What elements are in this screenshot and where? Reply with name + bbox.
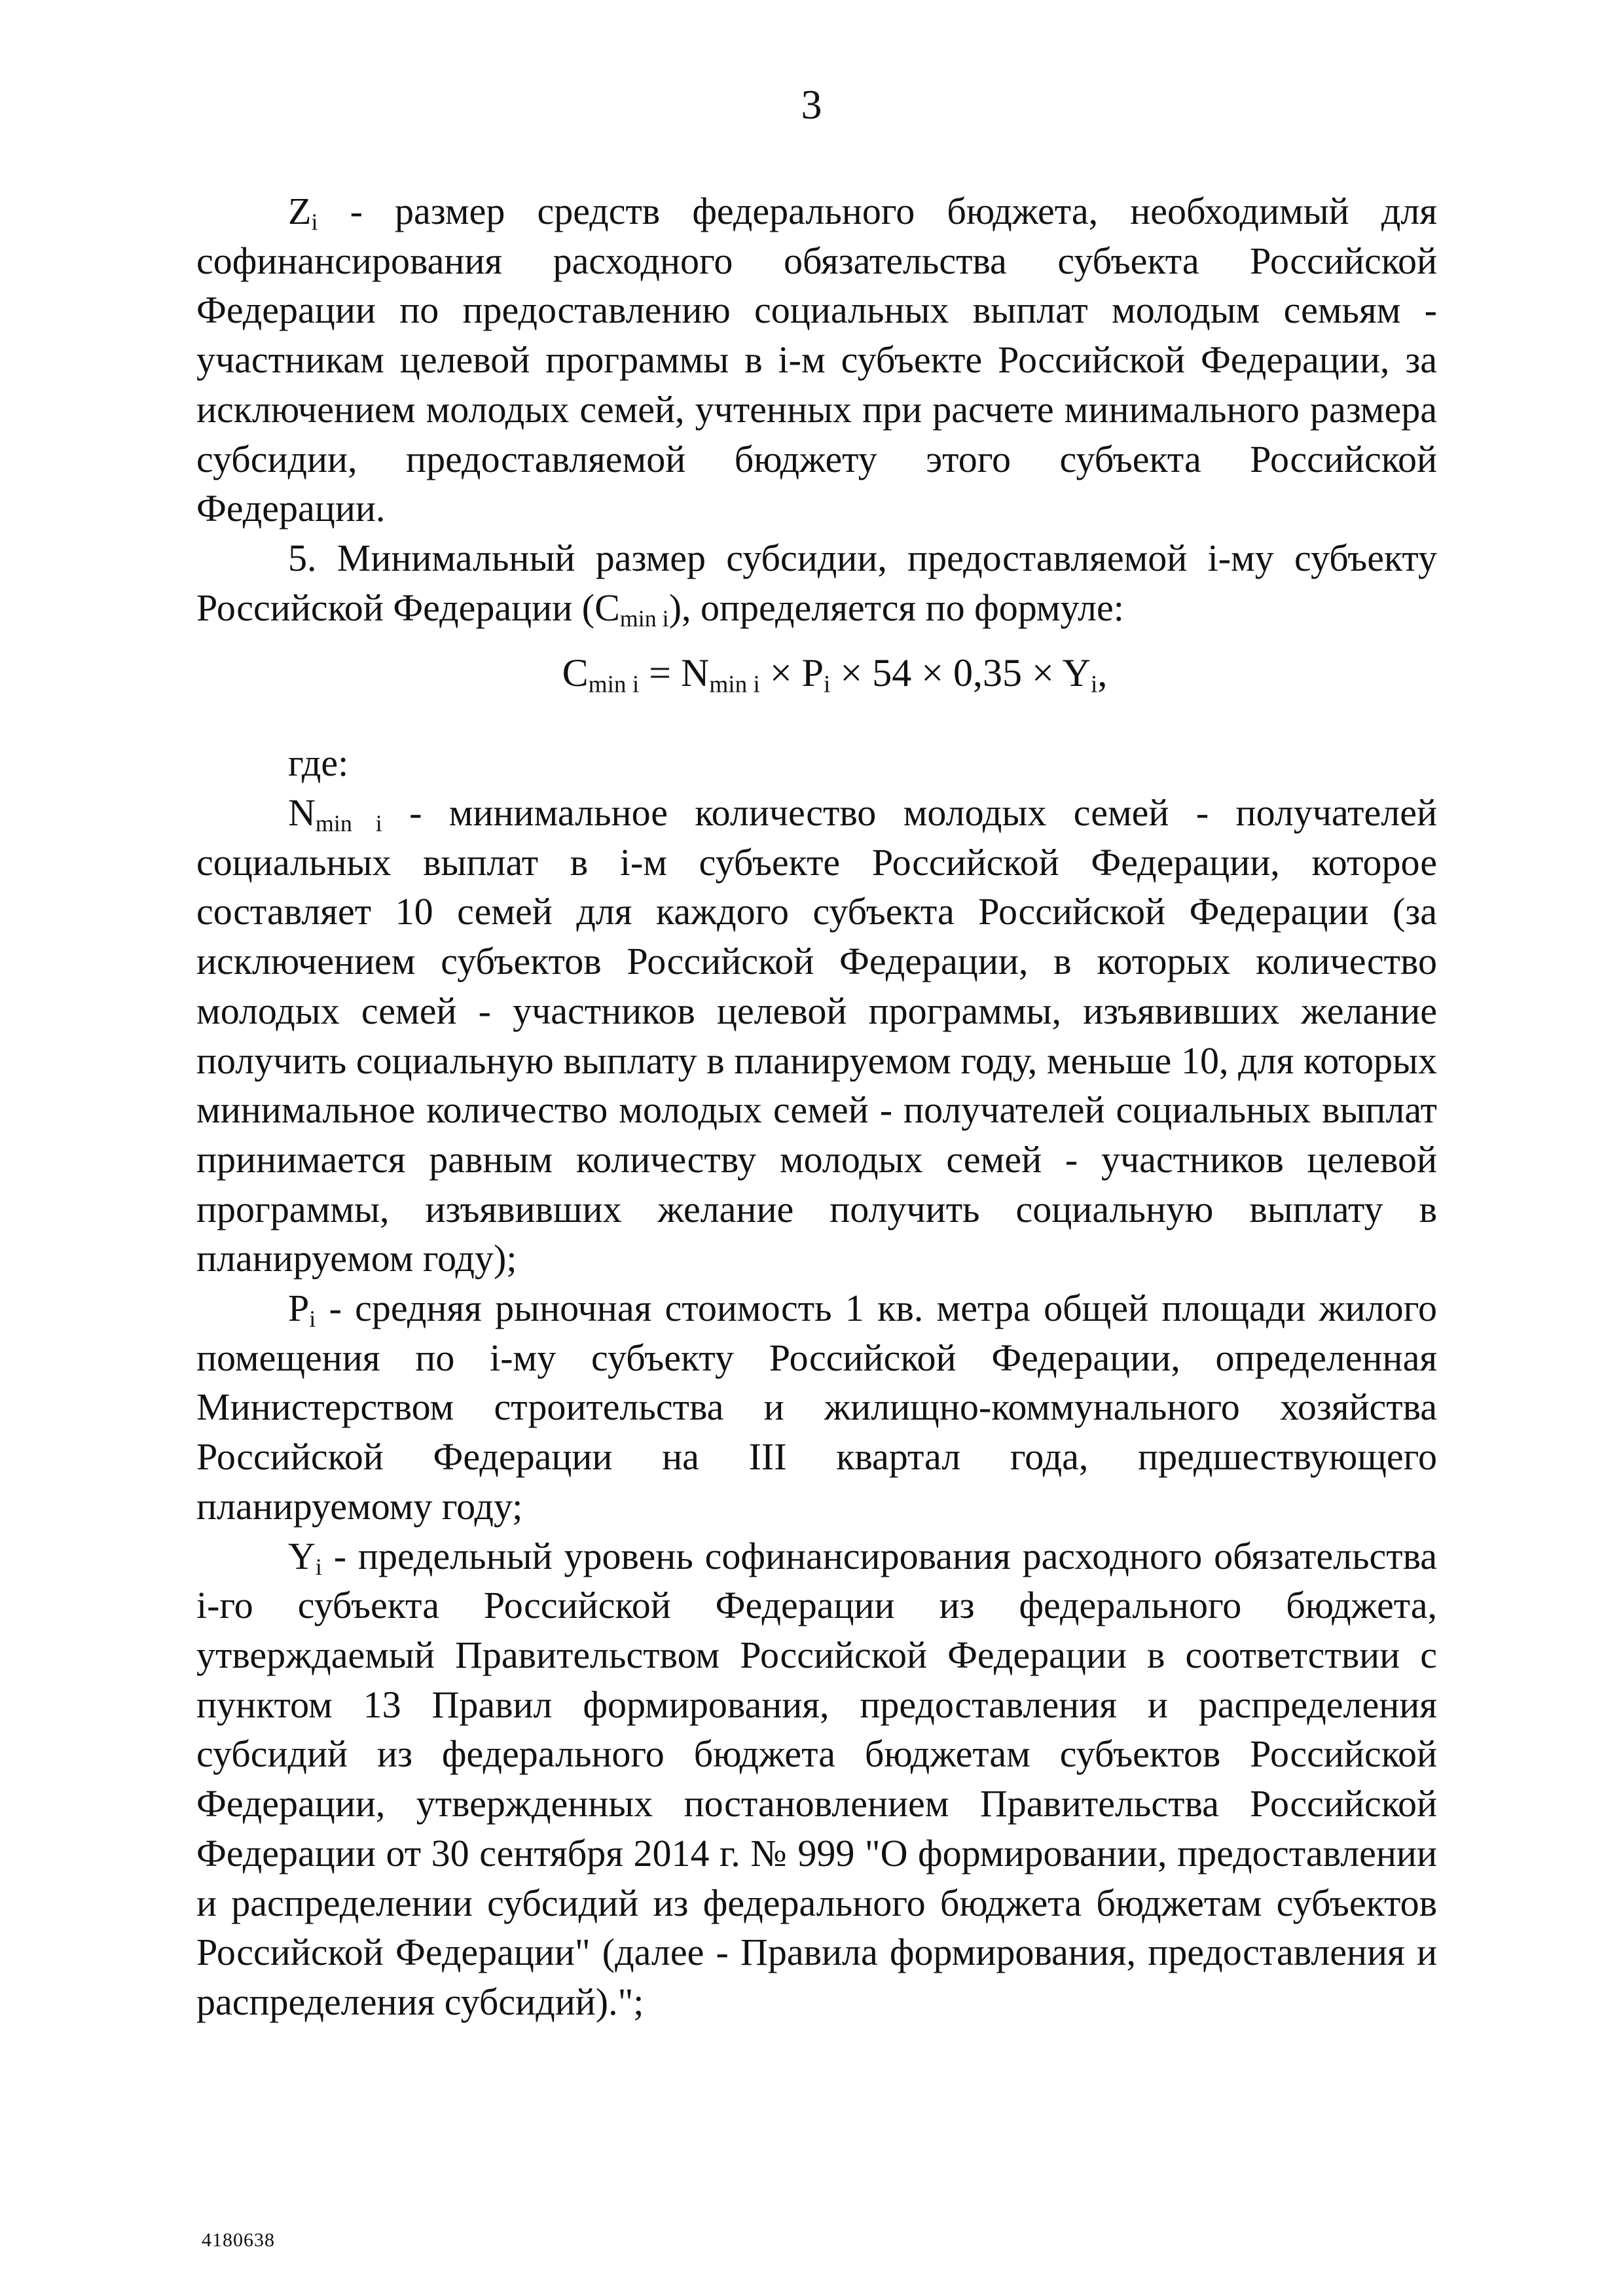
symbol-pi: $P_i$: [288, 1287, 316, 1333]
zi-definition-text: - размер средств федерального бюджета, необходимый для софинансирования расходного обязательства субъекта Российской Федерации по предоставлению социальных выплат молодым семьям - участникам целевой программы в i-м субъекте Российской Федерации, за исключением молодых семей, учтенных при расчете минимального размера субсидии, предоставляемой бюджету этого субъекта Российской Федерации.: [196, 190, 1437, 530]
page-number: 3: [801, 81, 822, 128]
symbol-nmin: $N_{min i}$: [288, 791, 382, 837]
paragraph-pi-definition: [196, 1283, 1437, 1532]
paragraph-zi-definition: [196, 187, 1437, 533]
paragraph-nmin-definition: [196, 788, 1437, 1283]
symbol-zi: $Z_i$: [288, 190, 318, 235]
pi-definition-text: - средняя рыночная стоимость 1 кв. метра общей площади жилого помещения по i-му субъекту Российской Федерации, определенная Министерством строительства и жилищно-коммунального хозяйства Российской Федерации на III квартал года, предшествующего планируемому году;: [196, 1287, 1437, 1528]
nmin-definition-text: - минимальное количество молодых семей - получателей социальных выплат в i-м субъекте Российской Федерации, которое составляет 10 семей для каждого субъекта Российской Федерации (за исключением субъектов Российской Федерации, в которых количество молодых семей - участников целевой программы, изъявивших желание получить социальную выплату в планируемом году, меньше 10, для которых минимальное количество молодых семей - получателей социальных выплат принимается равным количеству молодых семей - участников целевой программы, изъявивших желание получить социальную выплату в планируемом году);: [196, 791, 1437, 1280]
document-code: 4180638: [202, 2229, 275, 2251]
paragraph-5: 5. Минимальный размер субсидии, предоставляемой i-му субъекту Российской Федерации $(C_{min i})$, определяется по формуле:: [196, 536, 1437, 632]
paragraph-yi-definition: [196, 1532, 1437, 2027]
document-body: [196, 187, 1437, 2027]
where-label: где:: [288, 742, 349, 785]
symbol-yi: $Y_i$: [288, 1534, 322, 1580]
formula-cmin: $C_{min i} = N_{min i} \times P_i \times 54 \times 0,35 \times Y_i$,: [562, 651, 1108, 698]
yi-definition-text: - предельный уровень софинансирования расходного обязательства i-го субъекта Российской Федерации из федерального бюджета, утверждаемый Правительством Российской Федерации в соответствии с пунктом 13 Правил формирования, предоставления и распределения субсидий из федерального бюджета бюджетам субъектов Российской Федерации, утвержденных постановлением Правительства Российской Федерации от 30 сентября 2014 г. № 999 "О формировании, предоставлении и распределении субсидий из федерального бюджета бюджетам субъектов Российской Федерации" (далее - Правила формирования, предоставления и распределения субсидий).";: [196, 1534, 1437, 2023]
